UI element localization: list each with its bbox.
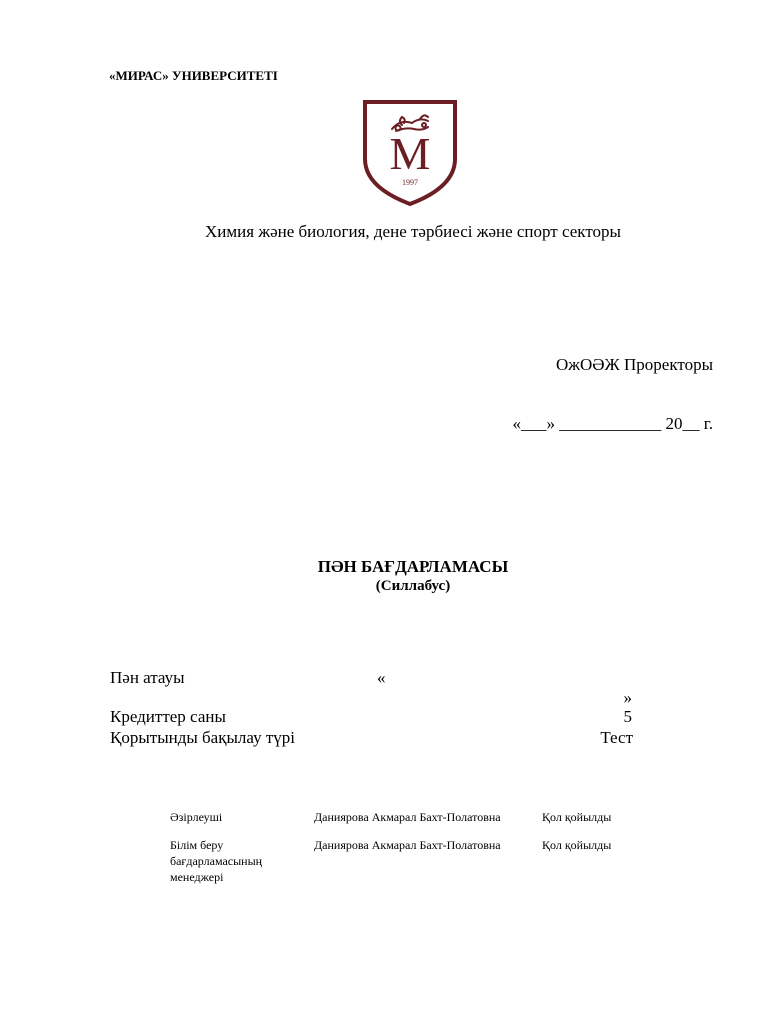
credits-value: 5 [623, 707, 632, 726]
signature-name: Даниярова Акмарал Бахт-Полатовна [314, 838, 501, 852]
logo-year: 1997 [402, 178, 418, 187]
document-subtitle: (Силлабус) [375, 578, 451, 594]
approval-title: ОжОӘЖ Проректоры [555, 355, 713, 374]
signature-status: Қол қойылды [542, 810, 612, 824]
course-name-close-quote: » [623, 688, 632, 707]
sector-title: Химия және биология, дене тәрбиесі және спорт секторы [205, 222, 621, 241]
approval-date-line: «___» ____________ 20__ г. [512, 414, 713, 433]
university-name: «МИРАС» УНИВЕРСИТЕТІ [109, 68, 278, 83]
signature-role: Әзірлеуші [170, 810, 223, 824]
signature-status: Қол қойылды [542, 838, 612, 852]
signature-role: Білім беру бағдарламасының менеджері [170, 838, 263, 884]
course-name-label: Пән атауы [110, 668, 185, 687]
signature-name: Даниярова Акмарал Бахт-Полатовна [314, 810, 501, 824]
document-title: ПӘН БАҒДАРЛАМАСЫ [317, 557, 509, 576]
final-control-label: Қорытынды бақылау түрі [110, 728, 295, 747]
final-control-value: Тест [600, 728, 633, 747]
university-crest-icon [362, 99, 458, 207]
logo-letter: M [389, 128, 431, 179]
credits-label: Кредиттер саны [110, 707, 226, 726]
course-name-open-quote: « [377, 668, 386, 687]
